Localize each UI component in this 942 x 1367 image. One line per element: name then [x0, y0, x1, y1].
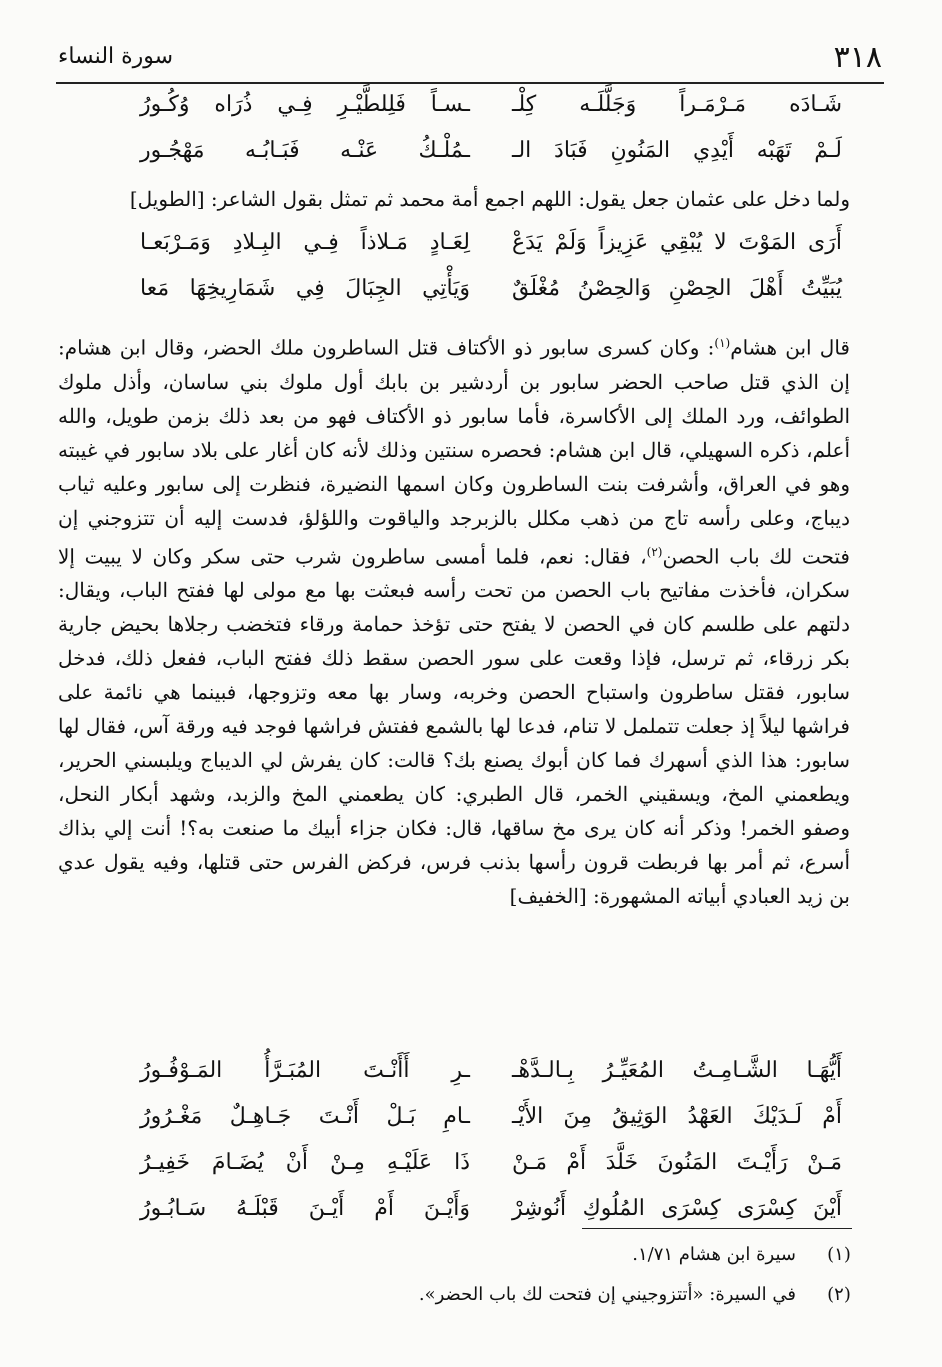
verse-first-hemistich: أَرَى المَوْتَ لا يُبْقِي عَزِيزاً وَلَمْ يَدَعْ [512, 230, 842, 255]
footnote-divider [582, 1228, 852, 1229]
verse-line [140, 92, 842, 138]
verses-bottom [140, 1058, 842, 1242]
verse-second-hemistich: وَأَيْـنَ أَمْ أَيْـنَ قَبْلَـهُ سَـابُـورُ [140, 1196, 470, 1221]
verse-first-hemistich: مَـنْ رَأَيْـتَ المَنُونَ خَلَّدَ أَمْ مَـنْ [512, 1150, 842, 1175]
verse-second-hemistich: ـمُلْـكُ عَنْـه فَبَـابُـه مَهْجُـور [140, 138, 470, 163]
verses-middle [140, 230, 842, 322]
footnote-number: (٢) [827, 1284, 851, 1305]
verse-second-hemistich: لِعَـادٍ مَـلاذاً فِـي البِـلادِ وَمَـرْبَعـا [140, 230, 470, 255]
verses-top [140, 92, 842, 184]
intro-text: ولما دخل على عثمان جعل يقول: اللهم اجمع أمة محمد ثم تمثل بقول الشاعر: [الطويل] [129, 187, 850, 211]
verse-first-hemistich: أَيُّهَـا الشَّـامِـتُ المُعَيِّـرُ بِـالـدَّهْـ [512, 1058, 842, 1083]
surah-title: سورة النساء [58, 44, 174, 69]
verse-line [140, 276, 842, 322]
verse-line [140, 1150, 842, 1196]
verse-first-hemistich: لَـمْ تَهَبْه أَيْدِي المَنُونِ فَبَادَ الـ [512, 138, 842, 163]
verse-second-hemistich: ذَا عَلَيْـهِ مِـنْ أَنْ يُضَـامَ خَفِيـرُ [140, 1150, 470, 1175]
paragraph-lead: قال ابن هشام [730, 335, 850, 360]
footnote-marker-1[interactable]: (١) [714, 336, 731, 350]
verse-first-hemistich: أَيْنَ كِسْرَى كِسْرَى المُلُوكِ أَنُوشِرْ [512, 1196, 842, 1221]
verse-line [140, 1196, 842, 1242]
footnote [58, 1284, 854, 1324]
verse-line [140, 1104, 842, 1150]
verse-first-hemistich: يُبَيِّتُ أَهْلَ الحِصْنِ وَالحِصْنُ مُغْلَقٌ [512, 276, 842, 301]
verse-second-hemistich: ـرِ أَأَنْـتَ المُبَـرَّأُ المَـوْفُـورُ [140, 1058, 470, 1083]
verse-line [140, 1058, 842, 1104]
footnote-text: سيرة ابن هشام ١/٧١. [632, 1244, 796, 1265]
footnote-number: (١) [827, 1244, 851, 1265]
verse-first-hemistich: شَـادَه مَـرْمَـراً وَجَلَّلَـه كِلْـ [512, 92, 842, 117]
verse-second-hemistich: ـامِ بَـلْ أَنْـتَ جَـاهِـلٌ مَغْـرُورُ [140, 1104, 470, 1129]
footnote [58, 1244, 854, 1284]
main-paragraph [58, 326, 850, 913]
paragraph-part-2: ، فقال: نعم، فلما أمسى ساطرون شرب حتى سكر وكان لا يبيت إلا سكران، فأخذت مفاتيح باب الحصن من تحت رأسه فبعثت بها مع مولى لها ففتح الباب، ويقال: دلتهم على طلسم كان في الحصن لا يفتح حتى تؤخذ حمامة ورقاء فتخضب رجلاها بحيض جارية بكر زرقاء، ثم ترسل، فإذا وقعت على سور الحصن سقط ذلك ففتح الباب، ففعل ذلك، فدخل سابور، فقتل ساطرون واستباح الحصن وخربه، وسار بها معه وتزوجها، فبينما هي نائمة على فراشها ليلاً إذ جعلت تتململ لا تنام، فدعا لها بالشمع ففتش فراشها فوجد فيه ورقة آس، فقال لها سابور: هذا الذي أسهرك فما كان أبوك يصنع بك؟ قالت: كان يفرش لي الديباج ويلبسني الحرير، ويطعمني المخ، ويسقيني الخمر، قال الطبري: كان يطعمني المخ والزبد، وشهد أبكار النحل، وصفو الخمر! وذكر أنه كان يرى مخ ساقها، قال: فكان جزاء أبيك ما صنعت به؟! أنت إلي بذاك أسرع، ثم أمر بها فربطت قرون رأسها بذنب فرس، فركض الفرس حتى قتلها، وفيه يقول عدي بن زيد العبادي أبياته المشهورة: [الخفيف] [58, 544, 850, 909]
footnote-text: في السيرة: «أتتزوجيني إن فتحت لك باب الحضر». [418, 1284, 796, 1305]
verse-first-hemistich: أَمْ لَـدَيْكَ العَهْدُ الوَثِيقُ مِنَ الأَيْـ [512, 1104, 842, 1129]
footnote-marker-2[interactable]: (٢) [646, 544, 663, 559]
verse-second-hemistich: ـسـاً فَلِلطَّيْـرِ فِـي ذُرَاه وُكُـورُ [140, 92, 470, 117]
verse-line [140, 138, 842, 184]
paragraph-part-1: : وكان كسرى سابور ذو الأكتاف قتل الساطرون ملك الحضر، وقال ابن هشام: إن الذي قتل صاحب الحضر سابور بن أردشير بن بابك أول ملوك بني ساسان، وأذل ملوك الطوائف، ورد الملك إلى الأكاسرة، فأما سابور ذو الأكتاف فهو من بعد ذلك بزمن طويل، والله أعلم، ذكره السهيلي، قال ابن هشام: فحصره سنتين وذلك لأنه كان أغار على بلاد سابور في غيبته وهو في العراق، وأشرفت بنت الساطرون وكان اسمها النضيرة، فنظرت إلى سابور وعليه ثياب ديباج، وعلى رأسه تاج من ذهب مكلل بالزبرجد والياقوت واللؤلؤ، فدست إليه أن تتزوجني إن فتحت لك باب الحصن [58, 335, 850, 569]
page-header [58, 38, 882, 82]
paragraph-text [58, 326, 850, 913]
page-number: ٣١٨ [833, 40, 882, 75]
intro-line [58, 182, 850, 216]
verse-second-hemistich: وَيَأْتِي الجِبَالَ فِي شَمَارِيخِهَا مَعا [140, 276, 470, 301]
verse-line [140, 230, 842, 276]
header-divider [56, 82, 884, 84]
footnotes [58, 1244, 854, 1324]
